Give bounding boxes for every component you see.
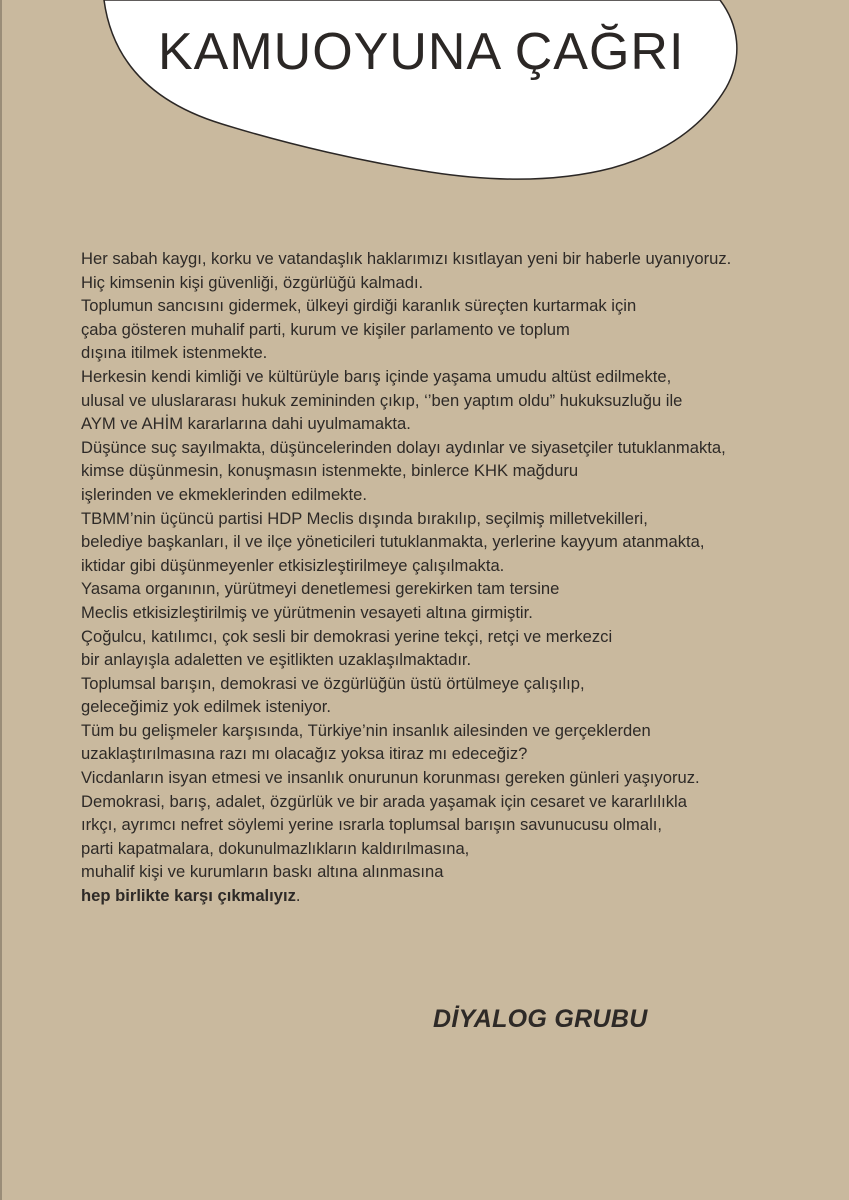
closing-period: . (295, 886, 301, 906)
body-line: Tüm bu gelişmeler karşısında, Türkiye’nin insanlık ailesinden ve gerçeklerden (81, 720, 651, 740)
body-line: bir anlayışla adaletten ve eşitlikten uzaklaşılmaktadır. (81, 650, 472, 670)
closing-bold-text: hep birlikte karşı çıkmalıyız (81, 886, 296, 906)
page-title: KAMUOYUNA ÇAĞRI (158, 23, 685, 81)
body-line: Toplumun sancısını gidermek, ülkeyi girdiği karanlık süreçten kurtarmak için (81, 296, 637, 316)
body-line: Düşünce suç sayılmakta, düşüncelerinden dolayı aydınlar ve siyasetçiler tutuklanmakta, (81, 437, 726, 457)
body-line: işlerinden ve ekmeklerinden edilmekte. (81, 484, 367, 504)
body-line: Çoğulcu, katılımcı, çok sesli bir demokrasi yerine tekçi, retçi ve merkezci (81, 626, 613, 646)
appeal-body-text (81, 247, 821, 908)
body-line: kimse düşünmesin, konuşmasın istenmekte, binlerce KHK mağduru (81, 461, 579, 481)
body-line: Demokrasi, barış, adalet, özgürlük ve bir arada yaşamak için cesaret ve kararlılıkla (81, 791, 687, 811)
body-line: geleceğimiz yok edilmek isteniyor. (81, 697, 331, 717)
body-line: belediye başkanları, il ve ilçe yöneticileri tutuklanmakta, yerlerine kayyum atanmakta, (81, 532, 705, 552)
body-line: Yasama organının, yürütmeyi denetlemesi gerekirken tam tersine (81, 579, 560, 599)
body-line: dışına itilmek istenmekte. (81, 343, 268, 363)
body-line: Meclis etkisizleştirilmiş ve yürütmenin vesayeti altına girmiştir. (81, 602, 533, 622)
body-line: uzaklaştırılmasına razı mı olacağız yoksa itiraz mı edeceğiz? (81, 744, 528, 764)
signature: DİYALOG GRUBU (433, 1005, 648, 1033)
body-line: Her sabah kaygı, korku ve vatandaşlık haklarımızı kısıtlayan yeni bir haberle uyanıyoruz. (81, 249, 732, 268)
body-line: Herkesin kendi kimliği ve kültürüyle barış içinde yaşama umudu altüst edilmekte, (81, 366, 672, 386)
body-line: AYM ve AHİM kararlarına dahi uyulmamakta. (81, 414, 411, 434)
body-line: parti kapatmalara, dokunulmazlıkların kaldırılmasına, (81, 838, 470, 858)
closing-line (81, 884, 821, 908)
body-line: Vicdanların isyan etmesi ve insanlık onurunun korunması gereken günleri yaşıyoruz. (81, 768, 700, 788)
body-line: çaba gösteren muhalif parti, kurum ve kişiler parlamento ve toplum (81, 319, 570, 339)
body-line: ulusal ve uluslararası hukuk zemininden çıkıp, ‘’ben yaptım oldu” hukuksuzluğu ile (81, 390, 683, 410)
body-line: muhalif kişi ve kurumların baskı altına alınmasına (81, 862, 444, 882)
body-line: Toplumsal barışın, demokrasi ve özgürlüğün üstü örtülmeye çalışılıp, (81, 673, 585, 693)
body-line: ırkçı, ayrımcı nefret söylemi yerine ısrarla toplumsal barışın savunucusu olmalı, (81, 815, 662, 835)
body-line: Hiç kimsenin kişi güvenliği, özgürlüğü kalmadı. (81, 272, 424, 292)
body-line: TBMM’nin üçüncü partisi HDP Meclis dışında bırakılıp, seçilmiş milletvekilleri, (81, 508, 648, 528)
body-line: iktidar gibi düşünmeyenler etkisizleştirilmeye çalışılmakta. (81, 555, 505, 575)
